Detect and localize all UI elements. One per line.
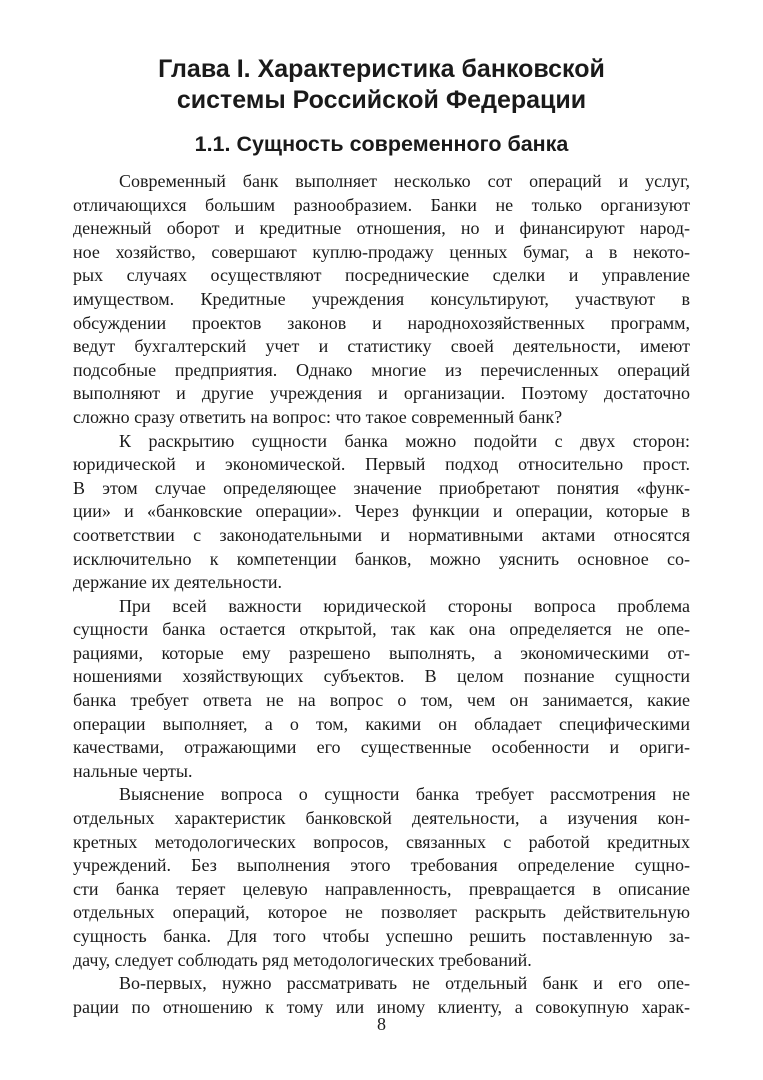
text-line: рации по отношению к тому или иному клиенту, а совокупную харак-: [73, 996, 690, 1017]
text-line: Современный банк выполняет несколько сот операций и услуг,: [119, 171, 690, 191]
text-line: сти банка теряет целевую направленность, превращается в описание: [73, 878, 690, 899]
text-line: денежный оборот и кредитные отношения, но и финансируют народ-: [73, 218, 690, 239]
text-line: отдельных операций, которое не позволяет раскрыть действительную: [73, 902, 690, 923]
text-line: юридической и экономической. Первый подход относительно прост.: [73, 454, 690, 475]
text-line: Выяснение вопроса о сущности банка требует рассмотрения не: [119, 784, 690, 805]
text-line: держание их деятельности.: [73, 572, 283, 593]
text-line: рациями, которые ему разрешено выполнять, а экономическими от-: [73, 642, 690, 663]
text-line: имуществом. Кредитные учреждения консультируют, участвуют в: [73, 288, 690, 309]
text-line: рых случаях осуществляют посреднические сделки и управление: [73, 265, 690, 286]
text-line: сложно сразу ответить на вопрос: что такое современный банк?: [73, 406, 563, 427]
text-line: банка требует ответа не на вопрос о том, чем он занимается, какие: [73, 690, 690, 711]
text-line: отдельных характеристик банковской деятельности, а изучения кон-: [73, 808, 690, 829]
text-line: подсобные предприятия. Однако многие из перечисленных операций: [73, 359, 690, 380]
chapter-title-line-1: Глава I. Характеристика банковской: [158, 55, 605, 83]
text-line: К раскрытию сущности банка можно подойти с двух сторон:: [119, 430, 690, 451]
text-line: ции» и «банковские операции». Через функции и операции, которые в: [73, 501, 690, 522]
text-line: При всей важности юридической стороны вопроса проблема: [119, 595, 690, 616]
text-line: нальные черты.: [73, 760, 193, 781]
text-line: В этом случае определяющее значение приобретают понятия «функ-: [73, 477, 690, 498]
text-line: учреждений. Без выполнения этого требования определение сущно-: [73, 855, 690, 876]
text-line: отличающихся большим разнообразием. Банки не только организуют: [73, 194, 690, 215]
text-line: ношениями хозяйствующих субъектов. В целом познание сущности: [73, 666, 690, 687]
text-line: сущность банка. Для того чтобы успешно решить поставленную за-: [73, 926, 690, 946]
text-line: ведут бухгалтерский учет и статистику своей деятельности, имеют: [73, 336, 690, 357]
text-line: дачу, следует соблюдать ряд методологических требований.: [73, 949, 532, 970]
chapter-title: [60, 54, 703, 116]
text-line: выполняют и другие учреждения и организации. Поэтому достаточно: [73, 383, 690, 404]
section-title: 1.1. Сущность современного банка: [194, 132, 569, 156]
text-line: качествами, отражающими его существенные особенности и ориги-: [73, 737, 690, 758]
text-line: обсуждении проектов законов и народнохозяйственных программ,: [73, 312, 690, 333]
text-line: исключительно к компетенции банков, можно уяснить основное со-: [73, 548, 690, 569]
page-number: 8: [377, 1014, 386, 1034]
text-line: операции выполняет, а о том, какими он обладает специфическими: [73, 713, 690, 734]
body-text: [73, 170, 690, 1019]
text-line: кретных методологических вопросов, связанных с работой кредитных: [73, 831, 690, 852]
text-line: ное хозяйство, совершают куплю-продажу ценных бумаг, а в некото-: [73, 241, 690, 262]
text-line: сущности банка остается открытой, так как она определяется не опе-: [73, 619, 690, 640]
text-line: Во-первых, нужно рассматривать не отдельный банк и его опе-: [119, 973, 690, 994]
text-line: соответствии с законодательными и нормативными актами относятся: [73, 524, 690, 545]
chapter-title-line-2: системы Российской Федерации: [176, 86, 587, 114]
